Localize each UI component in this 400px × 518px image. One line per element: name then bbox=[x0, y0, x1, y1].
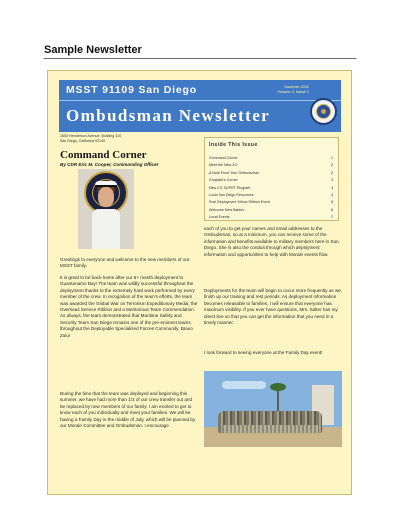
section-title: Command Corner bbox=[60, 149, 147, 161]
newsletter-page bbox=[47, 70, 352, 495]
toc-item-label: A Note From Your Ombudsman bbox=[209, 170, 259, 175]
toc-item bbox=[209, 207, 335, 214]
heading-divider bbox=[44, 58, 356, 59]
toc-item-page: 3 bbox=[331, 178, 333, 183]
toc-title: Inside This Issue bbox=[209, 142, 258, 148]
byline: By CDR Eric M. Cooper, Commanding Officer bbox=[60, 162, 159, 167]
article-paragraph: each of you to get your names and email addresses to the Ombudsman, so at a minimum, you can receive some of the information and benefits available to military members here in San Diego. She is also the conduit through which deployment information and opportunities to help with Morale events flow. bbox=[204, 226, 339, 257]
toc-item bbox=[209, 162, 335, 169]
team-group-photo bbox=[204, 371, 342, 447]
toc-item-label: New CG SUPRT Program bbox=[209, 185, 251, 190]
toc-item-label: Post Deployment Yellow Ribbon Event bbox=[209, 200, 271, 205]
toc-item-page: 7 bbox=[331, 215, 333, 220]
toc-item-label: Local San Diego Resources bbox=[209, 192, 254, 197]
toc-item-page: 2 bbox=[331, 170, 333, 175]
toc-item-label: Meet the New XO bbox=[209, 163, 238, 168]
toc-item-label: Chaplain's Corner bbox=[209, 178, 238, 183]
masthead-divider bbox=[59, 100, 341, 101]
toc-item bbox=[209, 185, 335, 192]
page-heading: Sample Newsletter bbox=[44, 44, 142, 56]
issue-info bbox=[277, 84, 309, 94]
toc-item bbox=[209, 155, 335, 162]
toc-item bbox=[209, 177, 335, 184]
unit-address bbox=[60, 134, 121, 144]
toc-item-page: 4 bbox=[331, 192, 333, 197]
toc-item bbox=[209, 170, 335, 177]
toc-item-page: 2 bbox=[331, 163, 333, 168]
issue-season: Summer 2011 bbox=[284, 84, 309, 89]
toc-item-label: Welcome New Babies bbox=[209, 207, 245, 212]
toc-list bbox=[209, 155, 335, 222]
toc-item-page: 6 bbox=[331, 207, 333, 212]
article-paragraph: Deployments for the team will begin to occur more frequently as we finish up our training and rest periods. As deployment information becomes releasable to families, I will ensure that everyone has maximum visibility. If you ever have questions, Mrs. Salter has my direct line so that you can get the information that you need in a timely manner. bbox=[204, 288, 341, 326]
article-paragraph: During the time that the team was deployed and beginning this summer, we have had more than 1/3 of our crew transfer out and be replaced by new members of our family. I am excited to get to know each of you individually and meet your families. We will be having a Family Day in the middle of July, which will be planned by our Morale Committee and Ombudsman. I encourage bbox=[60, 391, 196, 429]
article-paragraph: Greetings to everyone and welcome to the new members of our MSST family. bbox=[60, 257, 190, 269]
toc-item-page: 1 bbox=[331, 156, 333, 160]
issue-volume: Volume 4, Issue 1 bbox=[277, 89, 309, 94]
toc-item-label: Local Events bbox=[209, 215, 230, 220]
toc-item-page: 4 bbox=[331, 185, 333, 190]
article-paragraph: I look forward to seeing everyone at the Family Day event! bbox=[204, 350, 323, 355]
newsletter-title: Ombudsman Newsletter bbox=[66, 106, 271, 125]
toc-item-label: Command Corner bbox=[209, 156, 238, 160]
toc-item bbox=[209, 199, 335, 206]
article-paragraph: It is great to be back home after our 6+ month deployment to Guantanamo Bay! The team was wildly successful throughout the deployment thanks to the extremely hard work performed by every member of the crew. In recognition of the team's efforts, the team was awarded the Global War on Terrorism Expeditionary Medal, the Overseas Service Ribbon and a Meritorious Team Commendation. As always, the team demonstrated that Maritime Safety and Security Team San Diego remains one of the pre-eminent teams throughout the Deployable Specialized Forces Community. Bravo Zulu! bbox=[60, 275, 198, 338]
toc-item-page: 5 bbox=[331, 200, 333, 205]
toc-item bbox=[209, 214, 335, 221]
palm-tree bbox=[270, 383, 286, 391]
table-of-contents bbox=[204, 137, 339, 221]
toc-item bbox=[209, 192, 335, 199]
masthead-banner bbox=[59, 80, 341, 132]
unit-name: MSST 91109 San Diego bbox=[66, 84, 197, 96]
unit-seal-icon bbox=[310, 98, 337, 125]
address-line-2: San Diego, California 92140 bbox=[60, 139, 105, 143]
commanding-officer-photo bbox=[78, 169, 134, 249]
address-line-1: 1650 Henderson Avenue, Building 310 bbox=[60, 134, 122, 138]
